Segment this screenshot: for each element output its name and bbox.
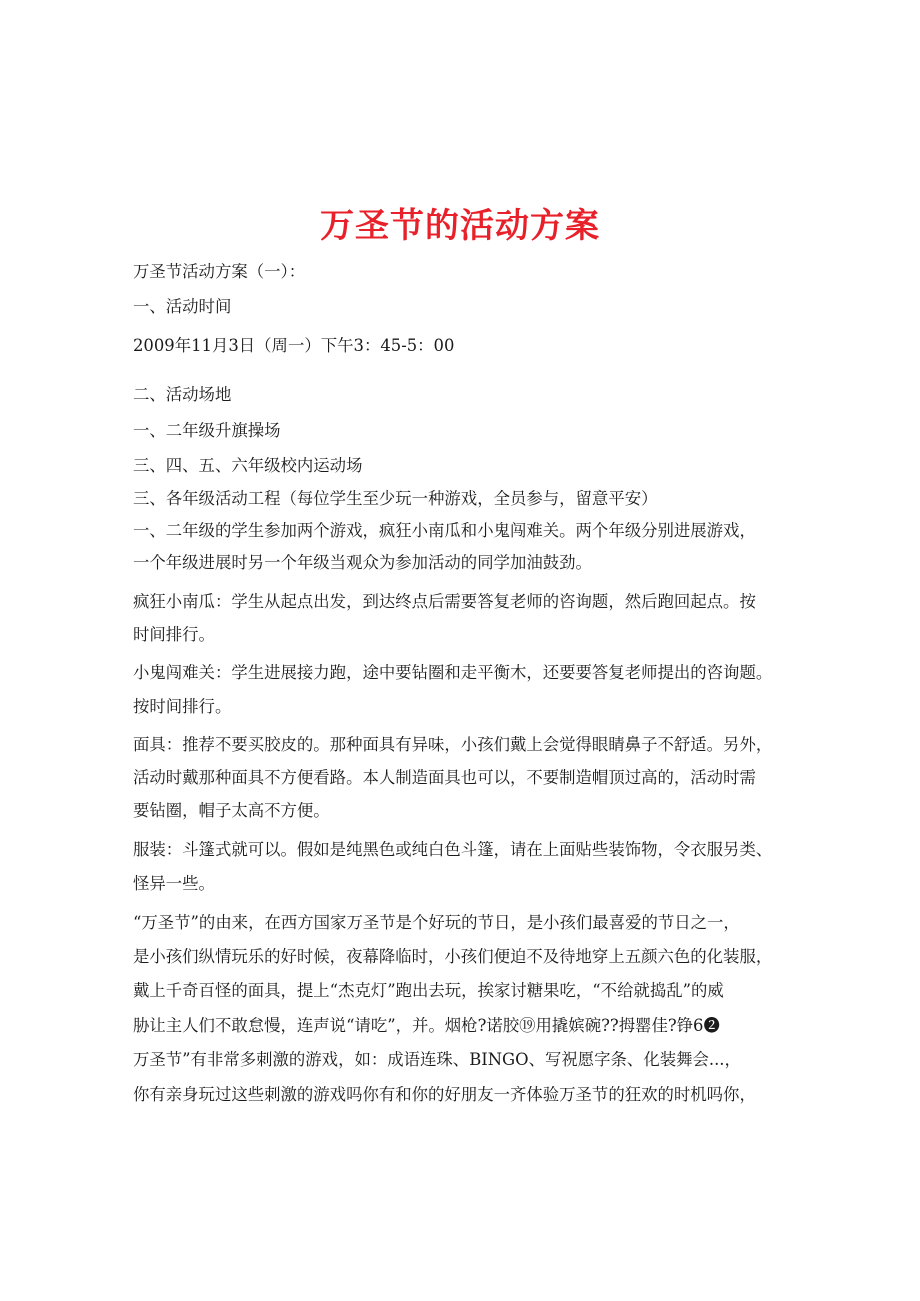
text-line: 怪异一些。 bbox=[133, 874, 215, 893]
text-line: 一、二年级的学生参加两个游戏，疯狂小南瓜和小鬼闯难关。两个年级分别进展游戏， bbox=[133, 521, 756, 540]
text-line: 小鬼闯难关：学生进展接力跑，途中要钻圈和走平衡木，还要要答复老师提出的咨询题。 bbox=[133, 663, 773, 682]
text-line: 是小孩们纵情玩乐的好时候，夜幕降临时，小孩们便迫不及待地穿上五颜六色的化装服， bbox=[133, 947, 773, 966]
text-line: 二、活动场地 bbox=[133, 385, 232, 404]
text-line: 面具：推荐不要买胶皮的。那种面具有异味，小孩们戴上会觉得眼睛鼻子不舒适。另外， bbox=[133, 735, 773, 754]
text-line: 你有亲身玩过这些刺激的游戏吗你有和你的好朋友一齐体验万圣节的狂欢的时机吗你， bbox=[133, 1085, 756, 1104]
text-line: 戴上千奇百怪的面具，提上“杰克灯”跑出去玩，挨家讨糖果吃，“不给就捣乱”的威 bbox=[133, 981, 724, 1000]
text-line: 2009年11月3日（周一）下午3：45-5：00 bbox=[133, 336, 455, 355]
text-line: 胁让主人们不敢怠慢，连声说“请吃”，并。烟枪?诺胶⑲用撬嫔碗??拇罂佳?铮6❷ bbox=[133, 1016, 720, 1035]
text-line: 一、活动时间 bbox=[133, 297, 232, 316]
text-line: 万圣节活动方案（一）： bbox=[133, 262, 306, 281]
text-line: 三、各年级活动工程（每位学生至少玩一种游戏，全员参与，留意平安） bbox=[133, 489, 658, 508]
text-line: 服装：斗篷式就可以。假如是纯黑色或纯白色斗篷，请在上面贴些装饰物，令衣服另类、 bbox=[133, 840, 773, 859]
text-line: 要钻圈，帽子太高不方便。 bbox=[133, 801, 330, 820]
text-line: 疯狂小南瓜：学生从起点出发，到达终点后需要答复老师的咨询题，然后跑回起点。按 bbox=[133, 592, 756, 611]
text-line: 一个年级进展时另一个年级当观众为参加活动的同学加油鼓劲。 bbox=[133, 553, 592, 572]
text-line: 一、二年级升旗操场 bbox=[133, 421, 281, 440]
text-line: 万圣节”有非常多刺激的游戏，如：成语连珠、BINGO、写祝愿字条、化装舞会...， bbox=[133, 1050, 741, 1069]
text-line: 三、四、五、六年级校内运动场 bbox=[133, 456, 363, 475]
text-line: 活动时戴那种面具不方便看路。本人制造面具也可以，不要制造帽顶过高的，活动时需 bbox=[133, 768, 756, 787]
document-title: 万圣节的活动方案 bbox=[320, 206, 600, 246]
text-line: 时间排行。 bbox=[133, 625, 215, 644]
text-line: “万圣节”的由来，在西方国家万圣节是个好玩的节日，是小孩们最喜爱的节日之一， bbox=[133, 913, 740, 932]
text-line: 按时间排行。 bbox=[133, 697, 232, 716]
